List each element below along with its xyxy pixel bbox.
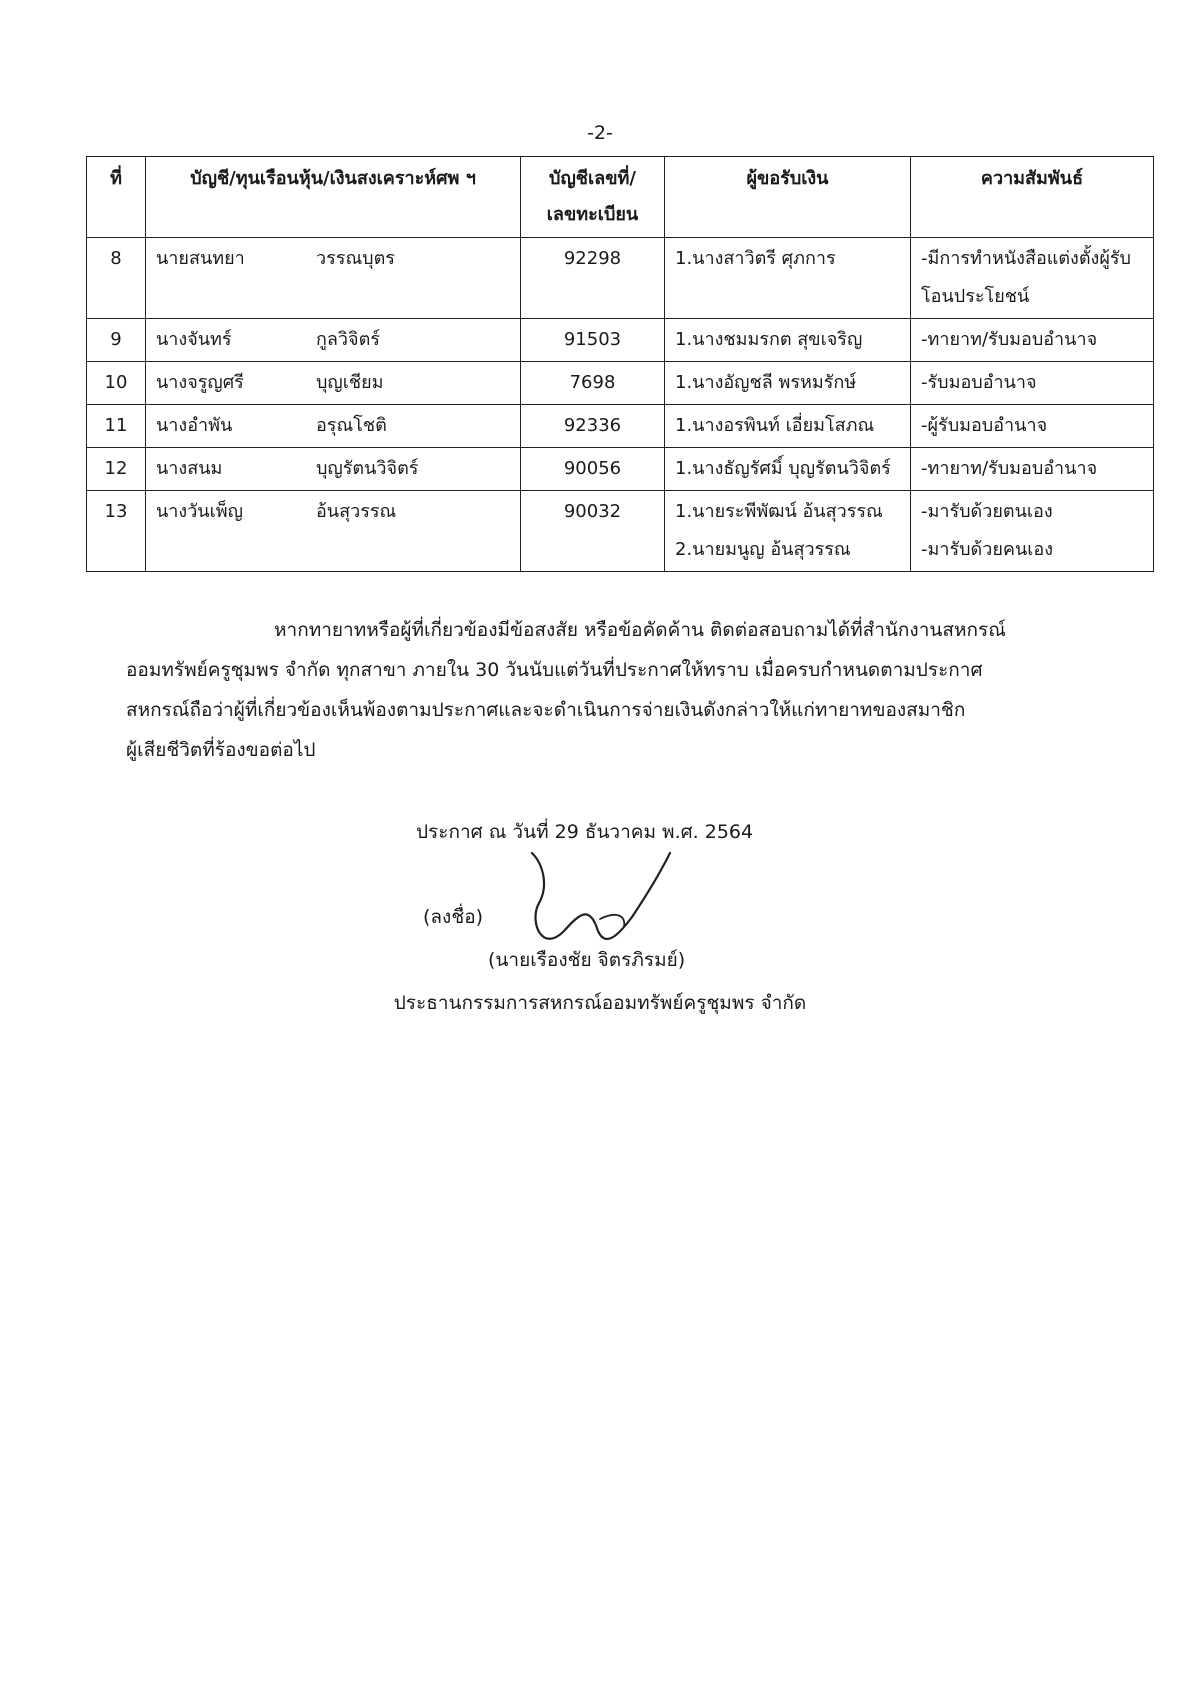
row-claimant <box>665 362 911 405</box>
row-claimant <box>665 238 911 319</box>
claimant-line-1: 1.นายระพีพัฒน์ อ้นสุวรรณ <box>675 501 883 522</box>
table-header-row <box>87 157 1154 238</box>
notice-line-3: สหกรณ์ถือว่าผู้ที่เกี่ยวข้องเห็นพ้องตามประกาศและจะดำเนินการจ่ายเงินดังกล่าวให้แก่ทายาทของสมาชิก <box>126 699 966 721</box>
row-member <box>146 238 521 319</box>
row-member <box>146 319 521 362</box>
row-number: 91503 <box>521 319 665 362</box>
handwritten-signature <box>520 845 700 955</box>
header-number <box>521 157 665 238</box>
row-member <box>146 448 521 491</box>
header-claimant: ผู้ขอรับเงิน <box>665 157 911 238</box>
header-number-line2: เลขทะเบียน <box>546 204 639 225</box>
row-relation <box>911 448 1154 491</box>
row-member <box>146 405 521 448</box>
row-relation <box>911 238 1154 319</box>
relation-line-1: -รับมอบอำนาจ <box>921 372 1037 393</box>
header-relation: ความสัมพันธ์ <box>911 157 1154 238</box>
row-relation <box>911 319 1154 362</box>
row-claimant <box>665 405 911 448</box>
row-claimant <box>665 491 911 572</box>
claimant-line-1: 1.นางชมมรกต สุขเจริญ <box>675 329 863 350</box>
notice-line-1: หากทายาทหรือผู้ที่เกี่ยวข้องมีข้อสงสัย หรือข้อคัดค้าน ติดต่อสอบถามได้ที่สำนักงานสหกรณ์ <box>274 619 1006 641</box>
header-number-line1: บัญชีเลขที่/ <box>549 168 636 189</box>
row-member <box>146 491 521 572</box>
relation-line-1: -ทายาท/รับมอบอำนาจ <box>921 458 1098 479</box>
member-last-name: อรุณโชติ <box>316 415 387 436</box>
row-relation <box>911 362 1154 405</box>
member-first-name: นางจรูญศรี <box>156 372 244 393</box>
claimant-line-1: 1.นางธัญรัศมิ์ บุญรัตนวิจิตร์ <box>675 458 891 479</box>
relation-line-1: -มีการทำหนังสือแต่งตั้งผู้รับ <box>921 248 1131 269</box>
member-last-name: อ้นสุวรรณ <box>316 501 397 522</box>
claims-table <box>86 156 1154 572</box>
row-no: 9 <box>87 319 146 362</box>
row-relation <box>911 405 1154 448</box>
table-row <box>87 319 1154 362</box>
row-number: 90056 <box>521 448 665 491</box>
row-no: 13 <box>87 491 146 572</box>
row-number: 92298 <box>521 238 665 319</box>
claimant-line-2: 2.นายมนูญ อ้นสุวรรณ <box>675 539 851 560</box>
page-number: -2- <box>587 122 613 144</box>
relation-line-1: -มารับด้วยตนเอง <box>921 501 1053 522</box>
signer-title: ประธานกรรมการสหกรณ์ออมทรัพย์ครูชุมพร จำกัด <box>393 992 807 1014</box>
table-row <box>87 238 1154 319</box>
member-last-name: กูลวิจิตร์ <box>316 329 380 350</box>
row-number: 92336 <box>521 405 665 448</box>
claimant-line-1: 1.นางอรพินท์ เอี่ยมโสภณ <box>675 415 875 436</box>
claimant-line-1: 1.นางสาวิตรี ศุภการ <box>675 248 836 269</box>
signer-name: (นายเรืองชัย จิตรภิรมย์) <box>488 949 686 971</box>
row-number: 7698 <box>521 362 665 405</box>
row-no: 8 <box>87 238 146 319</box>
row-no: 12 <box>87 448 146 491</box>
relation-line-2: โอนประโยชน์ <box>921 286 1030 307</box>
row-claimant <box>665 448 911 491</box>
member-first-name: นางอำพัน <box>156 415 233 436</box>
claimant-line-1: 1.นางอัญชลี พรหมรักษ์ <box>675 372 857 393</box>
table-row <box>87 405 1154 448</box>
row-number: 90032 <box>521 491 665 572</box>
table-row <box>87 491 1154 572</box>
member-first-name: นางจันทร์ <box>156 329 232 350</box>
header-no: ที่ <box>87 157 146 238</box>
row-member <box>146 362 521 405</box>
member-first-name: นายสนทยา <box>156 248 245 269</box>
row-claimant <box>665 319 911 362</box>
header-account: บัญชี/ทุนเรือนหุ้น/เงินสงเคราะห์ศพ ฯ <box>146 157 521 238</box>
member-last-name: บุญรัตนวิจิตร์ <box>316 458 419 479</box>
table-row <box>87 362 1154 405</box>
notice-paragraph <box>126 610 1056 770</box>
member-first-name: นางวันเพ็ญ <box>156 501 243 522</box>
notice-line-2: ออมทรัพย์ครูชุมพร จำกัด ทุกสาขา ภายใน 30 วันนับแต่วันที่ประกาศให้ทราบ เมื่อครบกำหนดตามประกาศ <box>126 659 983 681</box>
notice-line-4: ผู้เสียชีวิตที่ร้องขอต่อไป <box>126 739 316 761</box>
row-relation <box>911 491 1154 572</box>
sign-label: (ลงชื่อ) <box>423 906 484 928</box>
announcement-date: ประกาศ ณ วันที่ 29 ธันวาคม พ.ศ. 2564 <box>416 821 754 843</box>
relation-line-1: -ผู้รับมอบอำนาจ <box>921 415 1048 436</box>
member-first-name: นางสนม <box>156 458 223 479</box>
relation-line-1: -ทายาท/รับมอบอำนาจ <box>921 329 1098 350</box>
row-no: 10 <box>87 362 146 405</box>
table-row <box>87 448 1154 491</box>
member-last-name: บุญเชียม <box>316 372 384 393</box>
relation-line-2: -มารับด้วยคนเอง <box>921 539 1054 560</box>
row-no: 11 <box>87 405 146 448</box>
member-last-name: วรรณบุตร <box>316 248 395 269</box>
